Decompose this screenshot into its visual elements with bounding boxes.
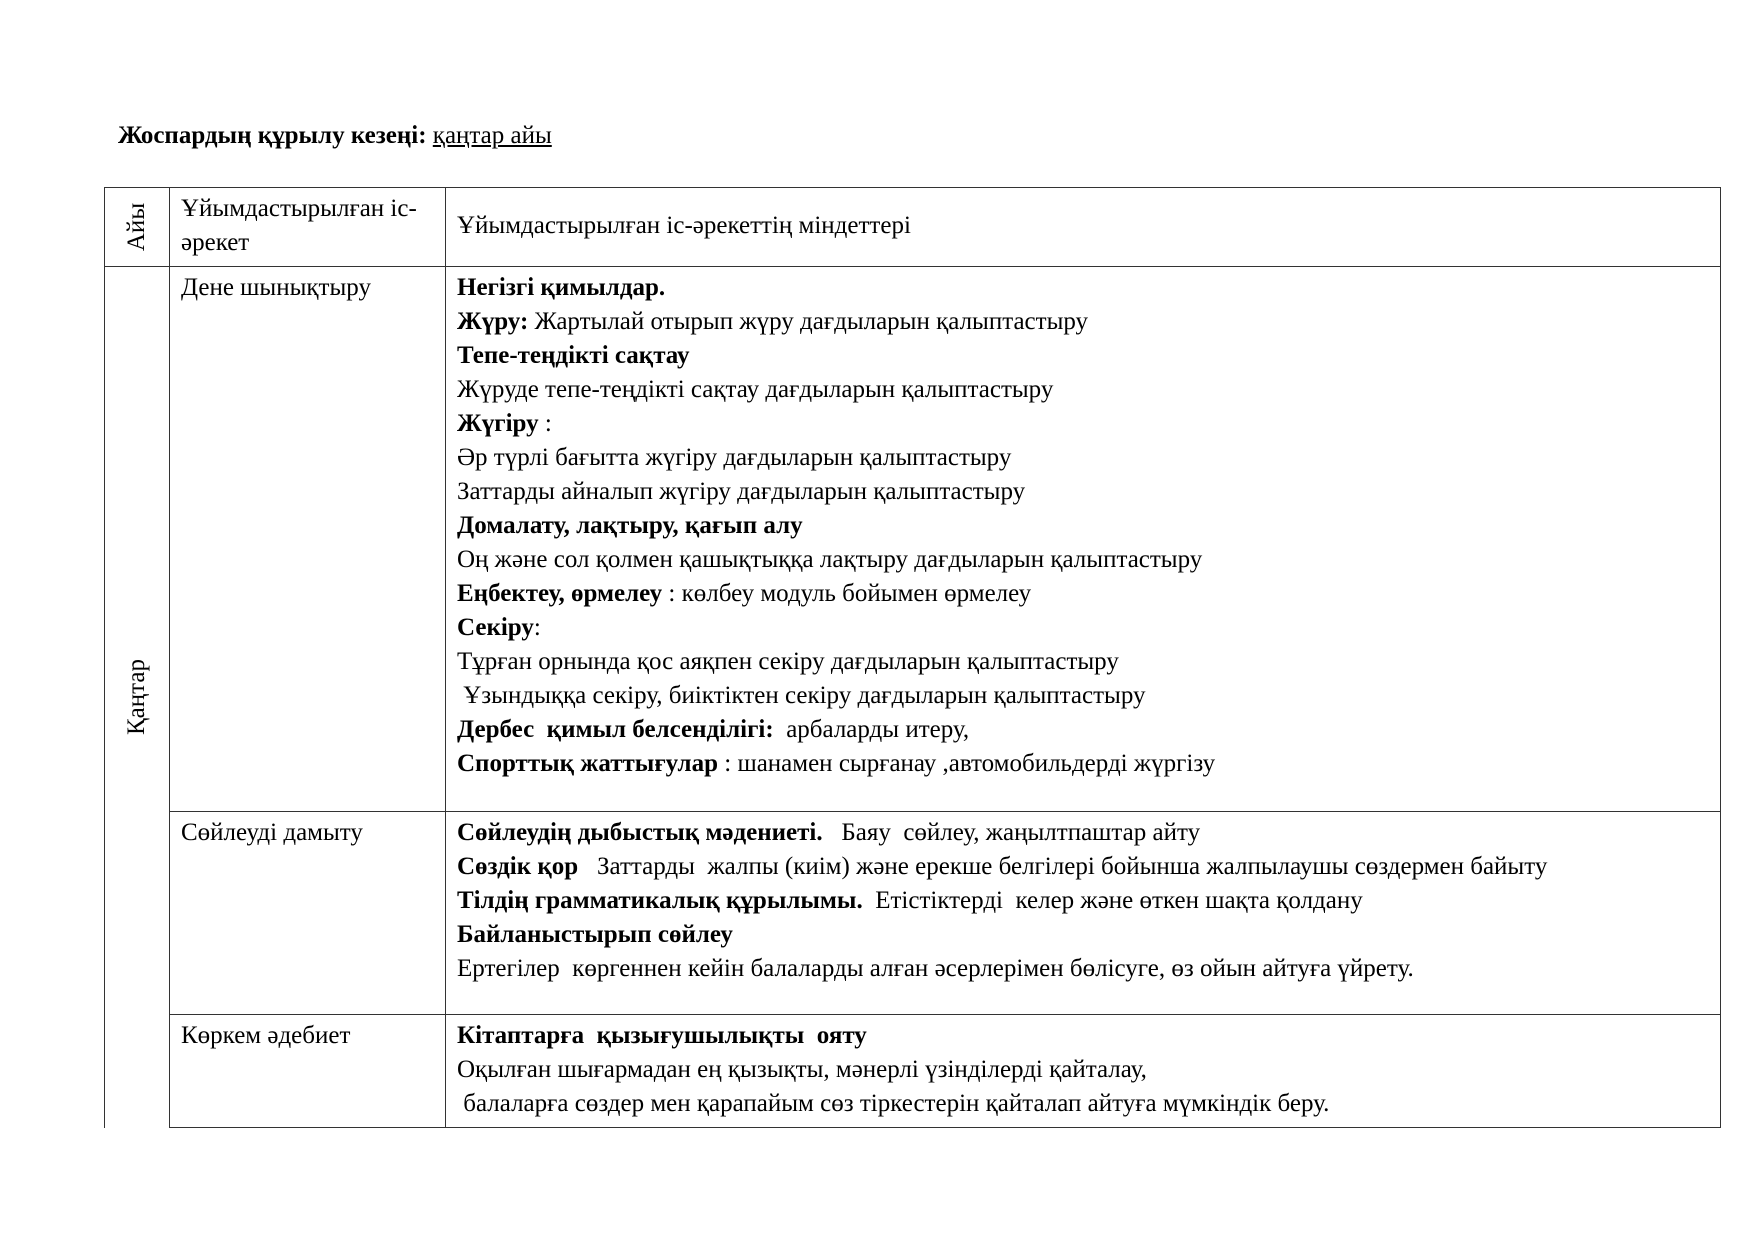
task-line-text: Баяу сөйлеу, жаңылтпаштар айту [822,819,1201,846]
task-line [457,713,1709,747]
table-row [105,812,1721,1015]
task-line-bold: Еңбектеу, өрмелеу [457,580,663,607]
title-value: қаңтар айы [432,122,552,149]
task-line-bold: Сөздік қор [457,853,579,880]
task-line [457,271,1709,305]
task-line-bold: Дербес қимыл белсенділігі: [457,716,774,743]
task-line [457,952,1709,986]
task-line [457,816,1709,850]
task-line-text: Жүруде тепе-теңдікті сақтау дағдыларын қалыптастыру [457,376,1054,403]
task-line-bold: Жүгіру [457,410,539,437]
task-line [457,645,1709,679]
activity-cell [170,812,446,1015]
header-activity-label: Ұйымдастырылған іс-әрекет [181,195,417,256]
header-month-cell [105,188,170,267]
task-line-text: Оң және сол қолмен қашықтыққа лақтыру дағдыларын қалыптастыру [457,546,1203,573]
task-line-text: : [538,410,552,437]
task-line-text: Заттарды айналып жүгіру дағдыларын қалыптастыру [457,478,1026,505]
task-line-text: Ертегілер көргеннен кейін балаларды алған әсерлерімен бөлісуге, өз ойын айтуға үйрету. [457,955,1414,982]
task-line [457,373,1709,407]
task-line-text: Оқылған шығармадан ең қызықты, мәнерлі үзінділерді қайталау, [457,1056,1147,1083]
task-line-text: : [533,614,541,641]
title-label: Жоспардың құрылу кезеңі: [118,122,427,149]
task-line-bold: Секіру [457,614,534,641]
task-line [457,1053,1709,1087]
table-row [105,267,1721,812]
task-line-text: Жартылай отырып жүру дағдыларын қалыптастыру [528,308,1089,335]
task-line-text: балаларға сөздер мен қарапайым сөз тіркестерін қайталап айтуға мүмкіндік беру. [457,1090,1330,1117]
header-tasks-cell [446,188,1721,267]
activity-label: Сөйлеуді дамыту [181,819,363,846]
task-line [457,850,1709,884]
page-title [118,118,552,154]
task-line [457,679,1709,713]
task-line-text: : шанамен сырғанау ,автомобильдерді жүргізу [718,750,1216,777]
activity-label: Көркем әдебиет [181,1022,351,1049]
task-line-text: : көлбеу модуль бойымен өрмелеу [662,580,1032,607]
task-line-text: Әр түрлі бағытта жүгіру дағдыларын қалыптастыру [457,444,1012,471]
task-line [457,305,1709,339]
plan-table [104,187,1721,1128]
table-row [105,1015,1721,1128]
task-line-text: Ұзындыққа секіру, биіктіктен секіру дағдыларын қалыптастыру [457,682,1146,709]
activity-cell [170,267,446,812]
task-line-bold: Домалату, лақтыру, қағып алу [457,512,803,539]
header-tasks-label: Ұйымдастырылған іс-әрекеттің міндеттері [457,212,911,239]
task-line-bold: Жүру: [457,308,529,335]
month-label: Қаңтар [123,659,150,736]
tasks-cell [446,1015,1721,1128]
task-line-bold: Негізгі қимылдар. [457,274,666,301]
task-line-text: Заттарды жалпы (киім) және ерекше белгілері бойынша жалпылаушы сөздермен байыту [578,853,1548,880]
task-line-text: Тұрған орнында қос аяқпен секіру дағдыларын қалыптастыру [457,648,1119,675]
task-line [457,475,1709,509]
activity-label: Дене шынықтыру [181,274,371,301]
task-line-bold: Сөйлеудің дыбыстық мәдениеті. [457,819,823,846]
table-header-row [105,188,1721,267]
task-line-bold: Тепе-теңдікті сақтау [457,342,690,369]
task-line-bold: Тілдің грамматикалық құрылымы. [457,887,863,914]
task-line-bold: Кітаптарға қызығушылықты ояту [457,1022,867,1049]
month-cell [105,267,170,1128]
task-line-bold: Байланыстырып сөйлеу [457,921,733,948]
task-line [457,884,1709,918]
task-line [457,1087,1709,1121]
activity-cell [170,1015,446,1128]
task-line [457,1019,1709,1053]
task-line [457,407,1709,441]
task-line [457,577,1709,611]
task-line [457,543,1709,577]
header-activity-cell [170,188,446,267]
task-line [457,509,1709,543]
task-line [457,339,1709,373]
task-line [457,441,1709,475]
task-line [457,747,1709,781]
task-line-text: Етістіктерді келер және өткен шақта қолдану [862,887,1363,914]
task-line-text: арбаларды итеру, [773,716,970,743]
tasks-cell [446,812,1721,1015]
tasks-cell [446,267,1721,812]
header-month-label: Айы [123,202,150,252]
task-line [457,918,1709,952]
task-line-bold: Спорттық жаттығулар [457,750,718,777]
task-line [457,611,1709,645]
